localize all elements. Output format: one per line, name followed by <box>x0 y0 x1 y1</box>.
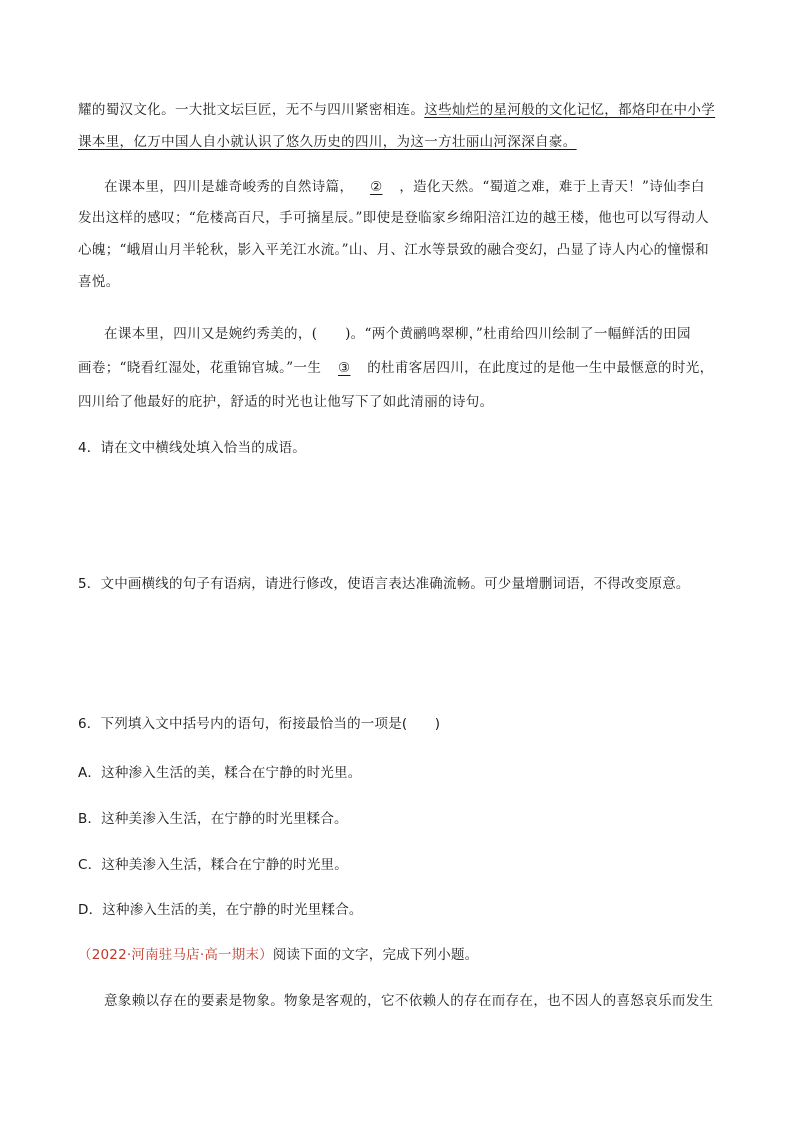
passage-text: 耀的蜀汉文化。一大批文坛巨匠，无不与四川紧密相连。 <box>78 102 425 118</box>
underlined-sentence: 这些灿烂的星河般的文化记忆，都烙印在中小学 <box>424 102 716 118</box>
passage-text: 的杜甫客居四川，在此度过的是他一生中最惬意的时光， <box>367 360 714 376</box>
fill-blank-3: ③ <box>337 360 351 376</box>
fill-blank-2: ② <box>370 179 383 195</box>
option-c: C．这种美渗入生活，糅合在宁静的时光里。 <box>78 857 348 873</box>
passage-line <box>78 208 718 228</box>
passage-line <box>78 392 718 412</box>
option-a: A．这种渗入生活的美，糅合在宁静的时光里。 <box>78 765 362 781</box>
passage-line <box>104 991 718 1011</box>
passage-line <box>78 240 718 260</box>
question-6: 6．下列填入文中括号内的语句，衔接最恰当的一项是( ) <box>78 716 441 732</box>
option-b: B．这种美渗入生活，在宁静的时光里糅合。 <box>78 811 348 827</box>
passage-line <box>78 100 718 120</box>
passage-text: 在课本里，四川又是婉约秀美的，( )。“两个黄鹂鸣翠柳，”杜甫给四川绘制了一幅鲜活的田园 <box>104 326 691 342</box>
passage-text: ，造化天然。“蜀道之难，难于上青天！”诗仙李白 <box>399 179 705 195</box>
source-tag: （2022·河南驻马店·高一期末） <box>78 947 273 963</box>
passage-text: 心魄；“峨眉山月半轮秋，影入平羌江水流。”山、月、江水等景致的融合变幻，凸显了诗人内心的憧憬和 <box>78 242 710 258</box>
question-4: 4．请在文中横线处填入恰当的成语。 <box>78 440 306 456</box>
underlined-sentence: 课本里，亿万中国人自小就认识了悠久历史的四川，为这一方壮丽山河深深自豪。 <box>78 134 577 150</box>
passage-text: 画卷；“晓看红湿处，花重锦官城。”一生 <box>78 360 322 376</box>
question-5: 5．文中画横线的句子有语病，请进行修改，使语言表达准确流畅。可少量增删词语，不得改变原意。 <box>78 576 690 592</box>
option-d: D．这种渗入生活的美，在宁静的时光里糅合。 <box>78 902 363 918</box>
passage-line <box>78 132 718 152</box>
passage-line <box>78 272 718 292</box>
passage-text: 喜悦。 <box>78 274 120 290</box>
passage-line <box>78 358 718 378</box>
passage-text: 意象赖以存在的要素是物象。物象是客观的，它不依赖人的存在而存在，也不因人的喜怒哀乐而发生 <box>104 993 714 1009</box>
passage-text: 发出这样的感叹；“危楼高百尺，手可摘星辰。”即使是登临家乡绵阳涪江边的越王楼，他也可以写得动人 <box>78 210 710 226</box>
passage-text: 在课本里，四川是雄奇峻秀的自然诗篇， <box>104 179 354 195</box>
passage-line <box>104 324 718 344</box>
section-header <box>78 945 718 965</box>
passage-text: 四川给了他最好的庇护，舒适的时光也让他写下了如此清丽的诗句。 <box>78 394 494 410</box>
passage-line <box>104 177 718 197</box>
section-instruction: 阅读下面的文字，完成下列小题。 <box>272 947 479 963</box>
